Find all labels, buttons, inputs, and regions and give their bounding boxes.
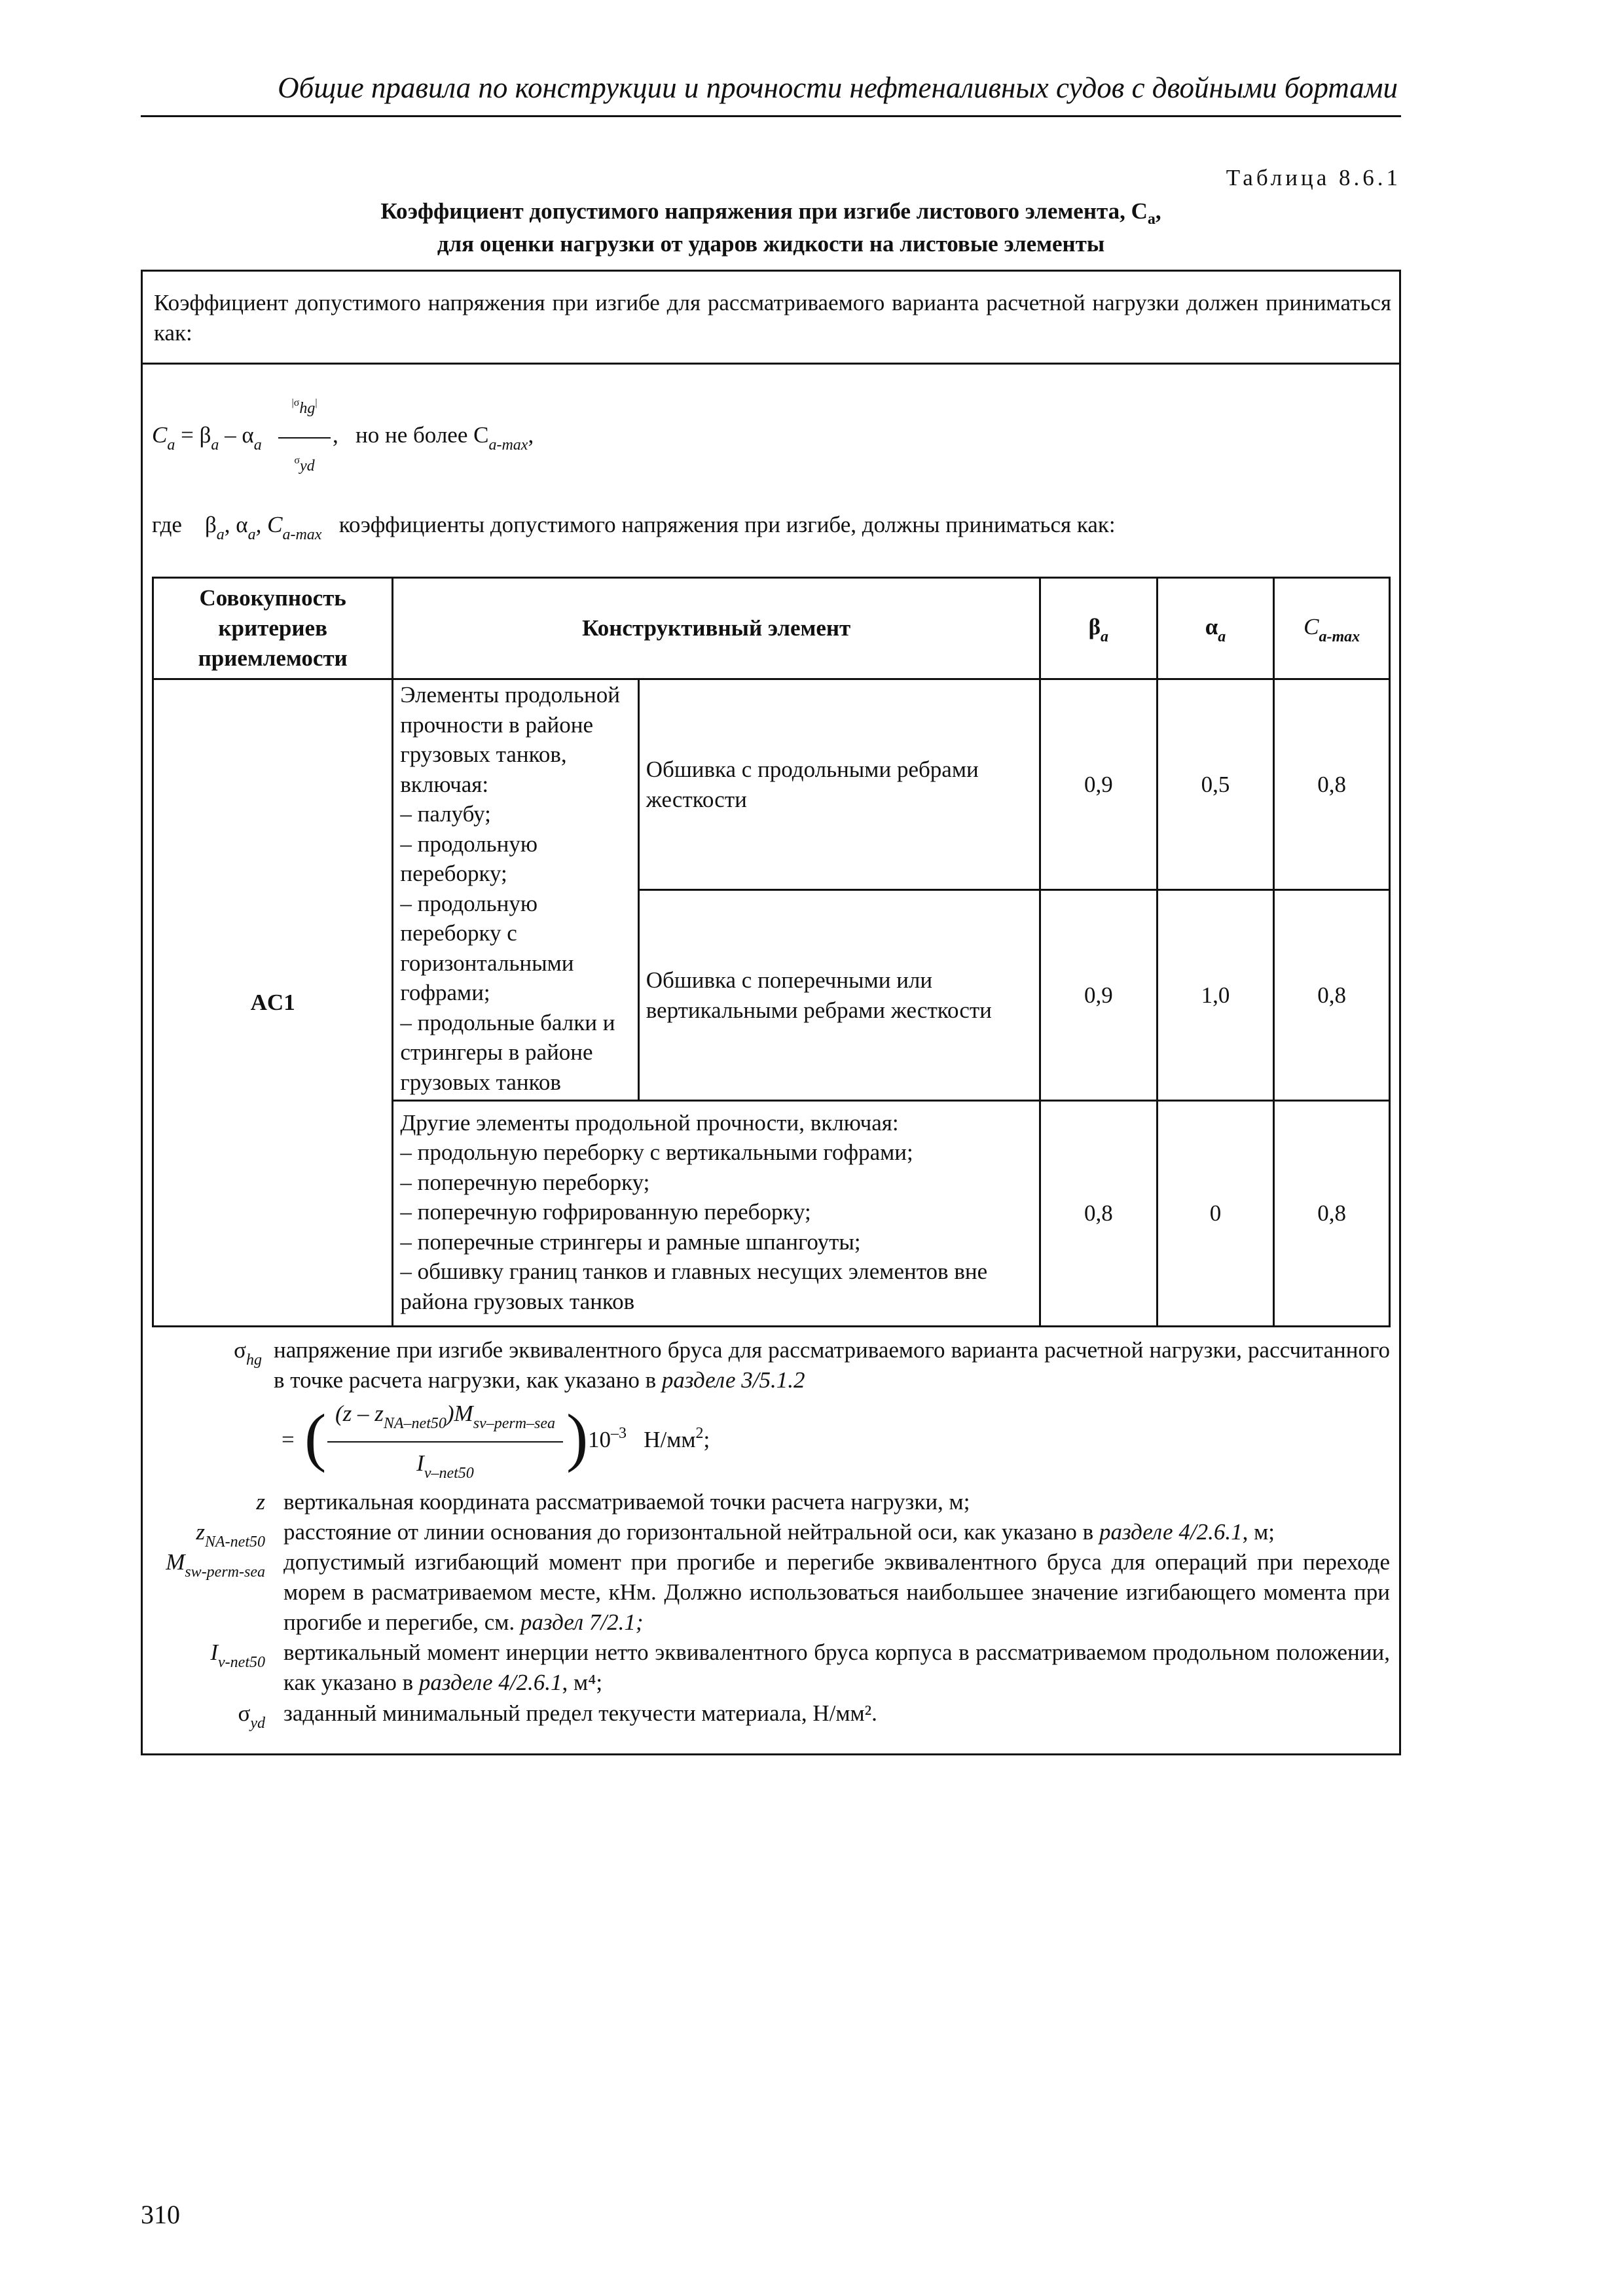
- den-sigma: σ: [294, 455, 300, 466]
- formula-tail: [333, 422, 534, 454]
- formula-comma: ,: [333, 422, 338, 448]
- sf-lparen: (: [304, 1401, 327, 1473]
- sf-factor-sup: –3: [611, 1425, 627, 1442]
- header-beta-sym: β: [1088, 614, 1101, 639]
- def-sym: z: [196, 1519, 206, 1545]
- def-text: допустимый изгибающий момент при прогибе и перегибе эквивалентного бруса для операций при переходе морем в расматриваемом месте, кНм. Должно использоваться наибольшее значение изгибающего момента при прогибе и перегибе, см.: [283, 1549, 1390, 1635]
- sf-numerator: [327, 1401, 563, 1432]
- formula-alpha-sub: a: [253, 437, 262, 454]
- header-alpha-sub: a: [1218, 628, 1226, 645]
- running-header: Общие правила по конструкции и прочности нефтеналивных судов с двойными бортами: [278, 71, 1398, 104]
- sf-bar: [327, 1441, 563, 1443]
- sf-num-a: (z – z: [335, 1401, 384, 1426]
- sf-unit-end: ;: [703, 1427, 710, 1452]
- def-ref: разделе 3/5.1.2: [661, 1367, 805, 1393]
- def-sym: z: [256, 1489, 265, 1515]
- table-label: Таблица 8.6.1: [1226, 165, 1401, 190]
- caption-line1-end: ,: [1155, 198, 1161, 224]
- formula-numerator: [278, 393, 331, 417]
- alpha-cell: 0: [1157, 1101, 1274, 1327]
- def-after: , м;: [1242, 1519, 1275, 1545]
- num-sub: hg: [299, 400, 316, 417]
- page-number: 310: [141, 2200, 180, 2229]
- sf-num-b: )M: [446, 1401, 473, 1426]
- header-cmax: [1274, 578, 1390, 679]
- element-cell: Обшивка с продольными ребрами жесткости: [638, 679, 1040, 890]
- group1-cell: Элементы продольной прочности в районе грузовых танков, включая: – палубу; – продольную переборку; – продольную переборку с горизонтальными гофрами; – продольные балки и стрингеры в районе грузовых танков: [393, 679, 638, 1101]
- where-s1: a: [216, 526, 225, 543]
- def-sym: σ: [234, 1337, 246, 1363]
- def-sub: sw-perm-sea: [185, 1564, 265, 1581]
- where-text: коэффициенты допустимого напряжения при изгибе, должны приниматься как:: [338, 512, 1116, 537]
- where-s3: a-max: [282, 526, 322, 543]
- def-sub: v-net50: [218, 1654, 265, 1671]
- header-cmax-sub: a-max: [1319, 628, 1360, 645]
- sf-unit: Н/мм: [644, 1427, 696, 1452]
- main-formula: [152, 422, 262, 454]
- element-cell: Обшивка с поперечными или вертикальными ребрами жесткости: [638, 890, 1040, 1101]
- def-text: вертикальная координата рассматриваемой точки расчета нагрузки, м;: [283, 1489, 970, 1515]
- header-rule: [141, 115, 1401, 117]
- formula-tail-end: ,: [528, 422, 534, 448]
- intro-divider: [141, 363, 1401, 365]
- num-sigma: |σ: [291, 397, 300, 408]
- formula-tail-sub: a-max: [488, 437, 528, 454]
- cmax-cell: 0,8: [1274, 890, 1390, 1101]
- caption-line1: Коэффициент допустимого напряжения при изгибе листового элемента, C: [380, 198, 1148, 224]
- def-sym: M: [166, 1549, 185, 1575]
- header-alpha: [1157, 578, 1274, 679]
- def-sym: I: [210, 1640, 219, 1665]
- where-mid1: , α: [224, 512, 248, 537]
- sf-num-a-sub: NA–net50: [383, 1415, 447, 1432]
- beta-cell: 0,8: [1040, 1101, 1158, 1327]
- def-text: заданный минимальный предел текучести материала, Н/мм².: [283, 1700, 877, 1726]
- intro-text: Коэффициент допустимого напряжения при изгибе для рассматриваемого варианта расчетной нагрузки должен приниматься как:: [154, 290, 1391, 346]
- sf-eq: =: [282, 1427, 295, 1452]
- def-after: , м⁴;: [562, 1670, 603, 1695]
- caption-sub: a: [1147, 211, 1156, 228]
- def-ref: разделе 4/2.6.1: [1099, 1519, 1243, 1545]
- def-sub: yd: [250, 1715, 265, 1732]
- formula-denominator: [278, 450, 331, 475]
- where-s2: a: [247, 526, 256, 543]
- beta-cell: 0,9: [1040, 679, 1158, 890]
- sf-rparen: ): [566, 1401, 589, 1473]
- sf-den-sub: v–net50: [424, 1465, 474, 1482]
- sf-factor: [588, 1427, 710, 1453]
- def-text: вертикальный момент инерции нетто эквивалентного бруса корпуса в рассматриваемом продольном положении, как указано в: [283, 1640, 1390, 1695]
- beta-cell: 0,9: [1040, 890, 1158, 1101]
- cmax-cell: 0,8: [1274, 1101, 1390, 1327]
- sf-unit-sup: 2: [695, 1425, 704, 1442]
- formula-beta-sub: a: [211, 437, 219, 454]
- def-sub: NA-net50: [205, 1534, 265, 1551]
- formula-tail-text: но не более C: [356, 422, 489, 448]
- def-sub: hg: [246, 1352, 262, 1369]
- formula-lhs: C: [152, 422, 168, 448]
- def-text: напряжение при изгибе эквивалентного бруса для рассматриваемого варианта расчетной нагрузки, рассчитанного в точке расчета нагрузки, как указано в: [274, 1337, 1390, 1393]
- table-header-row: [153, 578, 1390, 679]
- where-line: [152, 512, 1116, 543]
- def-text: расстояние от линии основания до горизонтальной нейтральной оси, как указано в: [283, 1519, 1099, 1545]
- criteria-cell: AC1: [153, 679, 393, 1327]
- formula-eq: = β: [181, 422, 211, 448]
- sf-den: I: [416, 1450, 424, 1476]
- def-ref: разделе 4/2.6.1: [418, 1670, 562, 1695]
- element-cell: Другие элементы продольной прочности, включая: – продольную переборку с вертикальными гофрами; – поперечную переборку; – поперечную гофрированную переборку; – поперечные стрингеры и рамные шпангоуты; – обшивку границ танков и главных несущих элементов вне района грузовых танков: [393, 1101, 1040, 1327]
- alpha-cell: 1,0: [1157, 890, 1274, 1101]
- sf-num-b-sub: sv–perm–sea: [473, 1415, 556, 1432]
- formula-lhs-sub: a: [167, 437, 175, 454]
- where-beta: β: [204, 512, 217, 537]
- where-prefix: где: [152, 512, 182, 537]
- caption-line2: для оценки нагрузки от ударов жидкости на листовые элементы: [437, 231, 1105, 257]
- formula-fraction-bar: [278, 437, 331, 439]
- where-mid2: , C: [255, 512, 283, 537]
- def-sym: σ: [238, 1700, 251, 1726]
- den-sub: yd: [299, 457, 315, 475]
- sf-denominator: [327, 1450, 563, 1482]
- header-criteria: Совокупность критериев приемлемости: [153, 578, 393, 679]
- sf-factor-num: 10: [588, 1427, 611, 1452]
- def-ref: раздел 7/2.1;: [520, 1609, 644, 1635]
- cmax-cell: 0,8: [1274, 679, 1390, 890]
- header-element: Конструктивный элемент: [393, 578, 1040, 679]
- table-caption: [141, 196, 1401, 259]
- table-row: [153, 679, 1390, 890]
- header-cmax-sym: C: [1304, 614, 1319, 639]
- criteria-table: [152, 577, 1391, 1327]
- formula-minus: – α: [219, 422, 254, 448]
- header-beta: [1040, 578, 1158, 679]
- header-alpha-sym: α: [1205, 614, 1218, 639]
- alpha-cell: 0,5: [1157, 679, 1274, 890]
- num-end: |: [315, 397, 318, 408]
- header-beta-sub: a: [1101, 628, 1109, 645]
